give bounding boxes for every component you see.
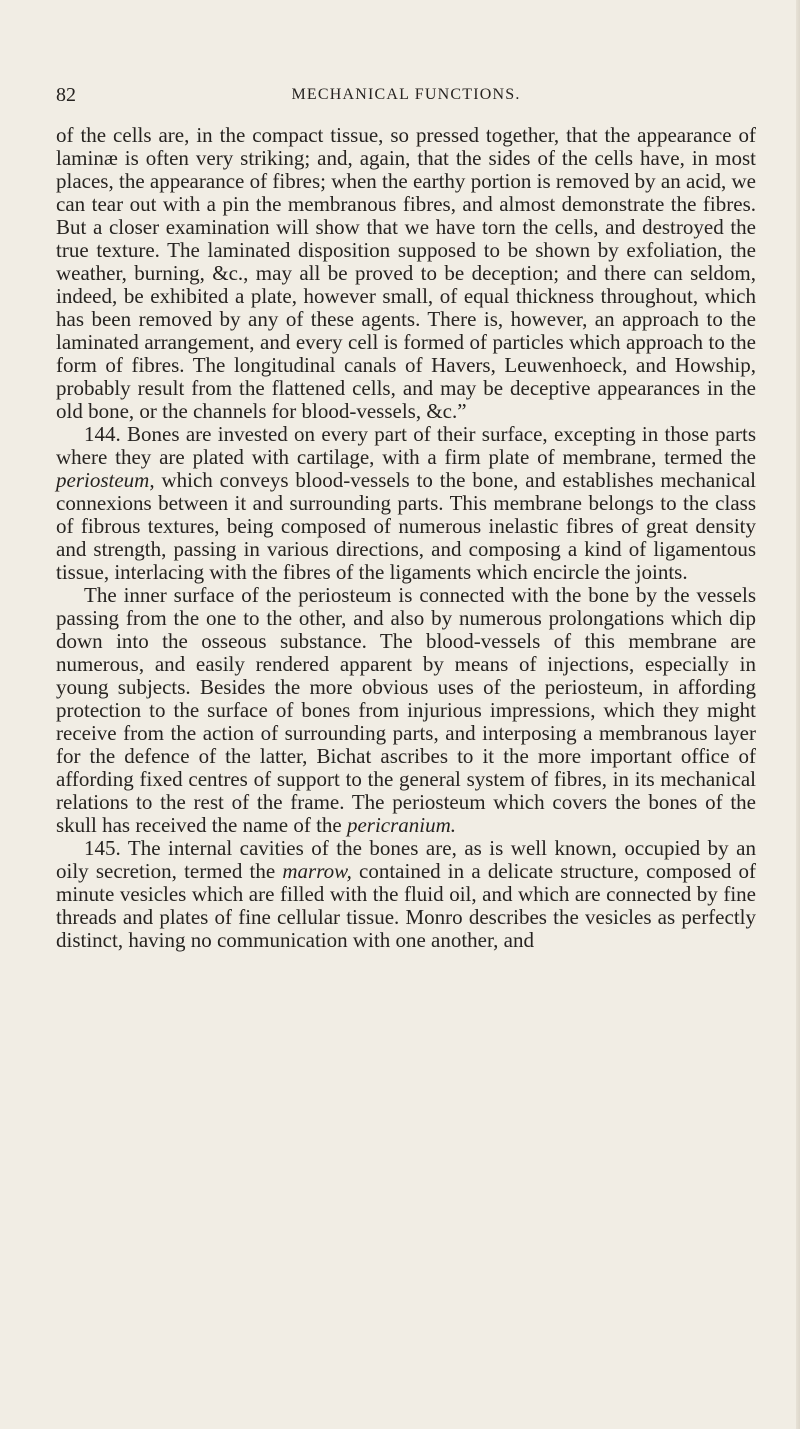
- paragraph-text: which conveys blood-vessels to the bone, and establishes mechanical connexions between it and surrounding parts. This membrane belongs to the class of fibrous textures, being composed of numerous inelastic fibres of great density and strength, passing in various directions, and composing a kind of ligamentous tissue, interlacing with the fibres of the ligaments which encircle the joints.: [56, 468, 756, 584]
- term-pericranium: pericranium.: [346, 813, 457, 837]
- running-title: MECHANICAL FUNCTIONS.: [291, 86, 521, 103]
- paragraph-continuation: [56, 124, 756, 423]
- paragraph-144: [56, 423, 756, 584]
- page-number: 82: [56, 84, 76, 106]
- paragraph-145: [56, 837, 756, 952]
- paragraph-text: contained in a delicate structure, composed of minute vesicles which are filled with the fluid oil, and which are connected by fine threads and plates of fine cellular tissue. Monro describes the vesicles as perfectly distinct, having no communication with one another, and: [56, 859, 756, 952]
- scan-edge-shadow: [796, 0, 800, 1429]
- term-marrow: marrow,: [282, 859, 352, 883]
- term-periosteum: periosteum,: [56, 468, 155, 492]
- paragraph-text: The inner surface of the periosteum is connected with the bone by the vessels passing from the one to the other, and also by numerous prolongations which dip down into the osseous substance. The blood-vessels of this membrane are numerous, and easily rendered apparent by means of injections, especially in young subjects. Besides the more obvious uses of the periosteum, in affording protection to the surface of bones from injurious impressions, which they might receive from the action of surrounding parts, and interposing a membranous layer for the defence of the latter, Bichat ascribes to it the more important office of affording fixed centres of support to the general system of fibres, in its mechanical relations to the rest of the frame. The periosteum which covers the bones of the skull has received the name of the: [56, 583, 756, 837]
- paragraph-text: of the cells are, in the compact tissue, so pressed together, that the appearance of laminæ is often very striking; and, again, that the sides of the cells have, in most places, the appearance of fibres; when the earthy portion is removed by an acid, we can tear out with a pin the membranous fibres, and almost demonstrate the fibres. But a closer examination will show that we have torn the cells, and destroyed the true texture. The laminated disposition supposed to be shown by exfoliation, the weather, burning, &c., may all be proved to be deception; and there can seldom, indeed, be exhibited a plate, however small, of equal thickness throughout, which has been removed by any of these agents. There is, however, an approach to the laminated arrangement, and every cell is formed of particles which approach to the form of fibres. The longitudinal canals of Havers, Leuwenhoeck, and Howship, probably result from the flattened cells, and may be deceptive appearances in the old bone, or the channels for blood-vessels, &c.”: [56, 123, 756, 423]
- paragraph-text: 144. Bones are invested on every part of their surface, excepting in those parts where they are plated with cartilage, with a firm plate of membrane, termed the: [56, 422, 756, 469]
- paragraph-inner-surface: [56, 584, 756, 837]
- paragraph-text: 145. The internal cavities of the bones are, as is well known, occupied by an oily secretion, termed the: [56, 836, 756, 883]
- body-text: [56, 124, 756, 952]
- page-header: [56, 84, 756, 114]
